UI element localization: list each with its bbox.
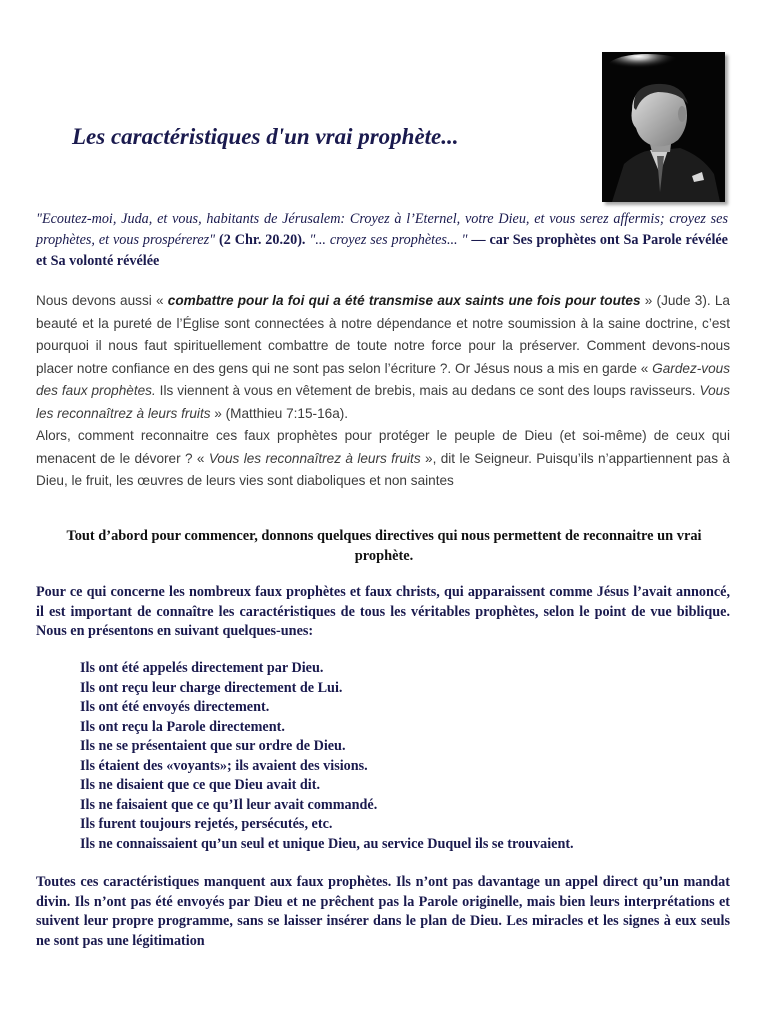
intro-citation: Vous les reconnaîtrez à leurs fruits bbox=[208, 450, 421, 466]
quote-text-2: "... croyez ses prophètes... " bbox=[309, 232, 468, 248]
section-heading: Tout d’abord pour commencer, donnons quelques directives qui nous permettent de reconnaitre un vrai prophète. bbox=[66, 528, 702, 564]
characteristics-list bbox=[80, 659, 720, 854]
portrait-image bbox=[602, 52, 725, 202]
page-title: Les caractéristiques d'un vrai prophète... bbox=[72, 124, 459, 149]
list-item: Ils ont été envoyés directement. bbox=[80, 699, 270, 715]
quote-text: "Ecoutez-moi, Juda, et vous, habitants de Jérusalem: Croyez à l’Eternel, votre Dieu, et vous serez affermis; croyez ses prophètes, et vous prospérerez" bbox=[36, 211, 728, 248]
intro-text: Alors, comment reconnaitre ces faux prophètes pour protéger le peuple de Dieu (et soi-même) de ceux qui menacent de le dévorer ? « bbox=[36, 428, 730, 466]
list-item: Ils ont reçu leur charge directement de Lui. bbox=[80, 679, 343, 696]
intro-text: Nous devons aussi « bbox=[36, 293, 168, 308]
list-item: Ils ne connaissaient qu’un seul et unique Dieu, au service Duquel ils se trouvaient. bbox=[80, 835, 574, 852]
quote-reference: (2 Chr. 20.20). bbox=[215, 232, 310, 248]
intro-citation: Gardez-vous des faux prophètes. bbox=[36, 360, 730, 398]
list-item: Ils ne disaient que ce que Dieu avait dit. bbox=[80, 777, 321, 793]
intro-paragraph-2 bbox=[36, 425, 730, 493]
list-item: Ils ne faisaient que ce qu’Il leur avait commandé. bbox=[80, 796, 378, 813]
intro-text: » (Jude 3). La beauté et la pureté de l’Église sont connectées à notre dépendance et notre soumission à la saine doctrine, c’est pourquoi il nous faut spirituellement combattre de toute notre force pour la préserver. Comment devons-nous placer notre confiance en des gens qui ne sont pas selon l’écriture ?. Or Jésus nous a mis en garde « bbox=[36, 293, 730, 376]
intro-emphasis: combattre pour la foi qui a été transmise aux saints une fois pour toutes bbox=[167, 293, 641, 308]
intro-paragraph-1 bbox=[36, 290, 730, 425]
intro-text: », dit le Seigneur. Puisqu’ils n’appartiennent pas à Dieu, le fruit, les œuvres de leurs vies sont diaboliques et non saintes bbox=[36, 450, 730, 488]
list-item: Ils ne se présentaient que sur ordre de Dieu. bbox=[80, 738, 346, 754]
scripture-quote bbox=[36, 209, 728, 272]
intro-citation: Vous les reconnaîtrez à leurs fruits bbox=[36, 383, 731, 421]
list-item: Ils ont été appelés directement par Dieu. bbox=[80, 660, 324, 676]
list-item: Ils étaient des «voyants»; ils avaient des visions. bbox=[80, 757, 368, 774]
list-item: Ils ont reçu la Parole directement. bbox=[80, 718, 285, 735]
intro-section bbox=[36, 290, 730, 493]
intro-text: » (Matthieu 7:15-16a). bbox=[210, 405, 349, 421]
list-item: Ils furent toujours rejetés, persécutés, etc. bbox=[80, 816, 333, 832]
intro-text: Ils viennent à vous en vêtement de brebis, mais au dedans ce sont des loups ravisseurs. bbox=[155, 383, 700, 398]
paragraph-intro-list: Pour ce qui concerne les nombreux faux prophètes et faux christs, qui apparaissent comme Jésus l’avait annoncé, il est important de connaître les caractéristiques de tous les véritables prophètes, selon le point de vue biblique. Nous en présentons en suivant quelques-unes: bbox=[36, 584, 730, 639]
author-portrait bbox=[602, 52, 725, 202]
paragraph-conclusion: Toutes ces caractéristiques manquent aux faux prophètes. Ils n’ont pas davantage un appel direct qu’un mandat divin. Ils n’ont pas été envoyés par Dieu et ne prêchent pas la Parole originelle, mais bien leurs interprétations et suivent leur propre programme, sans se laisser insérer dans le plan de Dieu. Les miracles et les signes à eux seuls ne sont pas une légitimation bbox=[36, 874, 730, 949]
quote-tail: — car Ses prophètes ont Sa Parole révélée et Sa volonté révélée bbox=[36, 232, 728, 269]
